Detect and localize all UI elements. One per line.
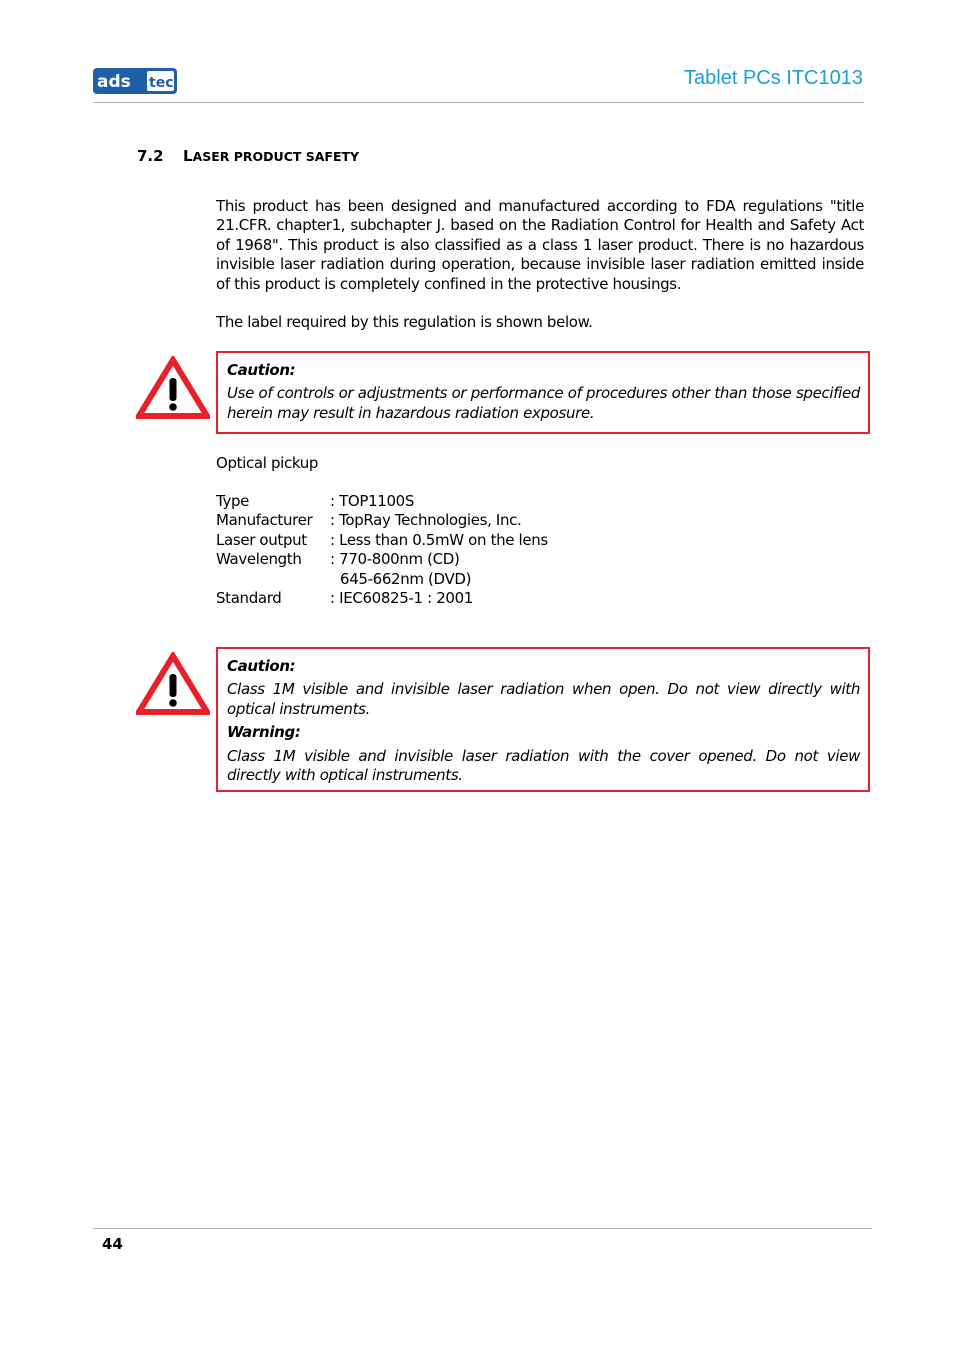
spec-key: Standard	[216, 588, 282, 607]
spec-value: : 770-800nm (CD)	[330, 550, 460, 569]
caution-box-radiation-exposure	[216, 351, 870, 434]
spec-value: : Less than 0.5mW on the lens	[330, 530, 548, 549]
spec-value: 645-662nm (DVD)	[340, 569, 472, 588]
spec-key: Wavelength	[216, 550, 302, 569]
spec-value: : TOP1100S	[330, 492, 415, 510]
caution-text: Use of controls or adjustments or performance of procedures other than those specified herein may result in hazardous radiation exposure.	[227, 384, 860, 422]
section-heading	[137, 147, 359, 165]
ads-tec-logo	[93, 68, 177, 94]
spec-value: : TopRay Technologies, Inc.	[330, 511, 522, 530]
caution-label: Caution:	[227, 657, 296, 675]
spec-value: : IEC60825-1 : 2001	[330, 588, 473, 607]
label-note-paragraph: The label required by this regulation is shown below.	[216, 313, 593, 331]
logo-text-ads: ads	[97, 72, 131, 92]
optical-pickup-heading: Optical pickup	[216, 454, 319, 472]
section-title-initial: L	[183, 147, 193, 165]
warning-triangle-icon	[136, 356, 210, 420]
warning-label: Warning:	[227, 723, 301, 742]
warning-text: Class 1M visible and invisible laser radiation with the cover opened. Do not view directly with optical instruments.	[227, 746, 860, 785]
section-title-rest: ASER PRODUCT SAFETY	[192, 149, 360, 164]
caution-label: Caution:	[227, 361, 296, 379]
document-title: Tablet PCs ITC1013	[684, 67, 863, 89]
section-number: 7.2	[137, 147, 164, 165]
intro-paragraph: This product has been designed and manufactured according to FDA regulations "title 21.CFR. chapter1, subchapter J. based on the Radiation Control for Health and Safety Act of 1968". This product is also classified as a class 1 laser product. There is no hazardous invisible laser radiation during operation, because invisible laser radiation emitted inside of this product is completely confined in the protective housings.	[216, 197, 864, 293]
spec-key: Type	[216, 492, 250, 510]
spec-key: Laser output	[216, 530, 307, 549]
header-divider	[93, 102, 864, 103]
warning-triangle-icon	[136, 652, 210, 716]
spec-key: Manufacturer	[216, 511, 313, 530]
caution-text: Class 1M visible and invisible laser radiation when open. Do not view directly with optical instruments.	[227, 680, 860, 718]
page-number: 44	[102, 1235, 123, 1253]
caution-box-class-1m	[216, 647, 870, 792]
logo-text-tec: tec	[149, 75, 174, 91]
footer-divider	[93, 1228, 872, 1229]
